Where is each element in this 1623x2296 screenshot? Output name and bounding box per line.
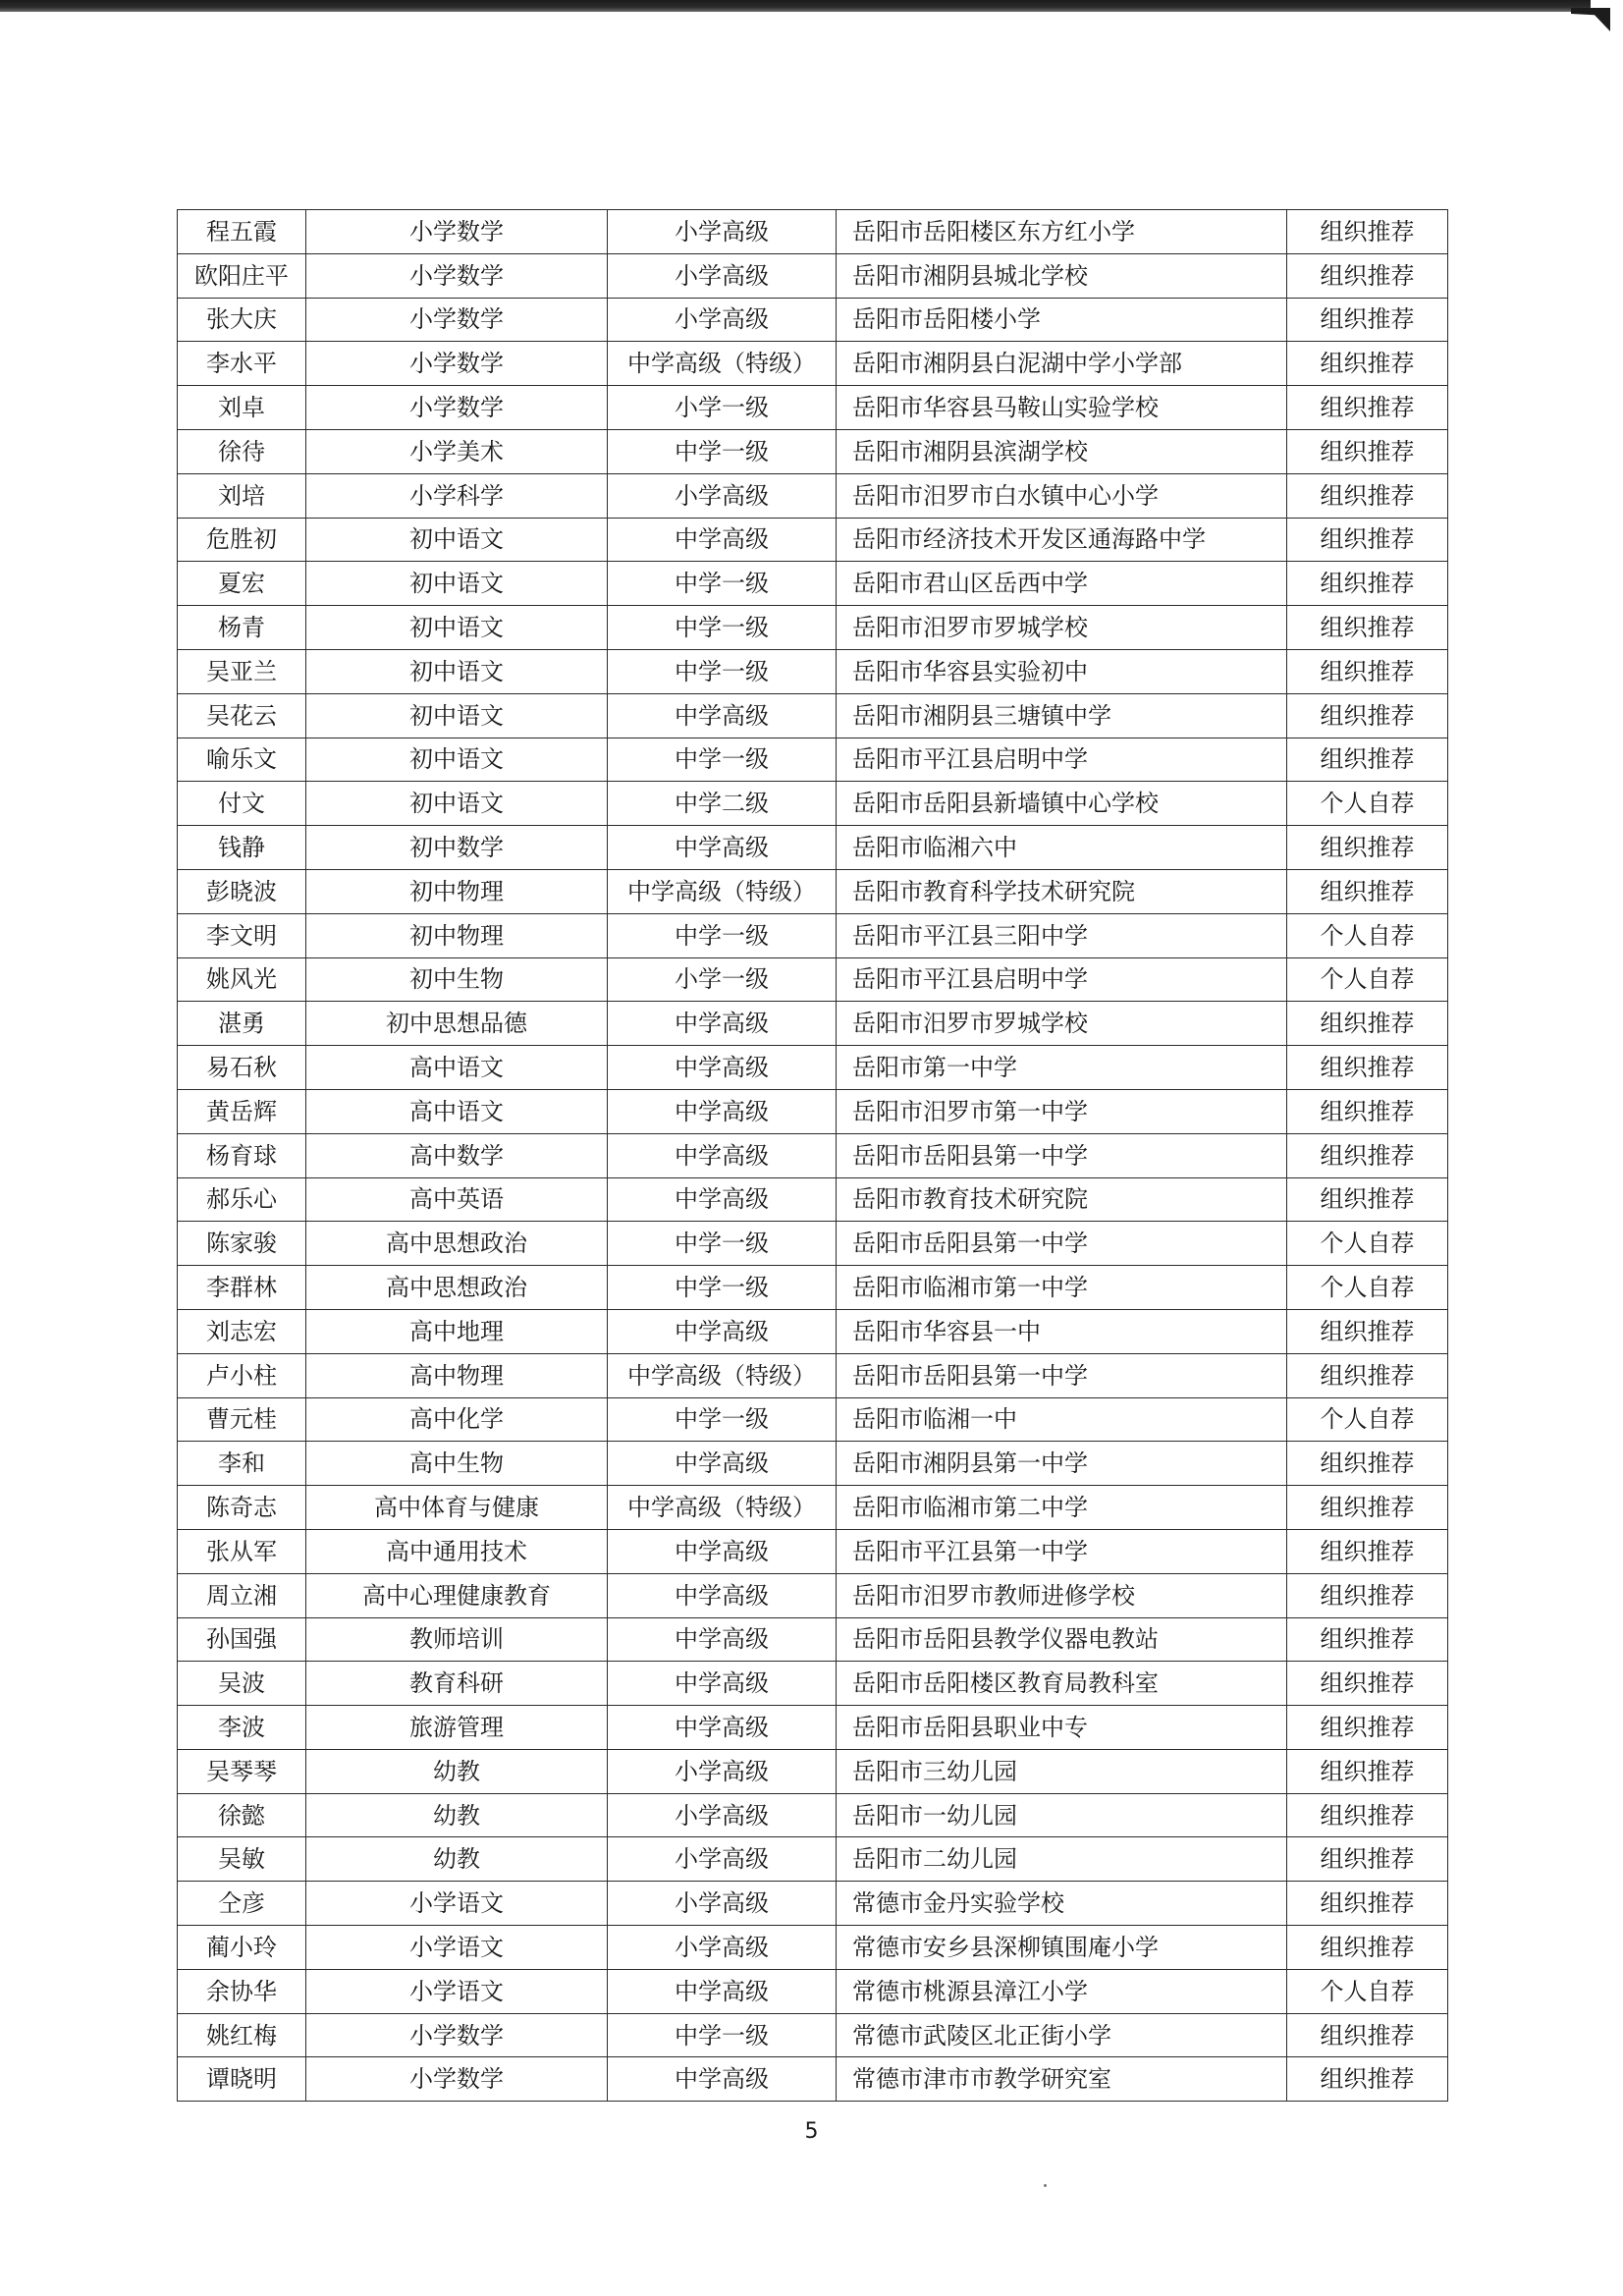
school-cell: 岳阳市汨罗市罗城学校	[837, 606, 1287, 650]
recommendation-cell: 组织推荐	[1287, 1926, 1448, 1970]
school-cell: 岳阳市三幼儿园	[837, 1749, 1287, 1793]
rank-cell: 中学高级	[608, 1706, 837, 1750]
table-row	[178, 826, 1448, 870]
teacher-name-cell: 吴敏	[178, 1837, 306, 1882]
subject-cell: 教育科研	[306, 1662, 608, 1706]
school-cell: 岳阳市汨罗市教师进修学校	[837, 1573, 1287, 1617]
subject-cell: 高中通用技术	[306, 1529, 608, 1573]
subject-cell: 初中生物	[306, 957, 608, 1002]
teacher-name-cell: 付文	[178, 782, 306, 826]
rank-cell: 中学高级	[608, 1662, 837, 1706]
school-cell: 常德市桃源县漳江小学	[837, 1969, 1287, 2013]
teacher-name-cell: 李群林	[178, 1266, 306, 1310]
teacher-name-cell: 余协华	[178, 1969, 306, 2013]
table-row	[178, 606, 1448, 650]
recommendation-cell: 组织推荐	[1287, 826, 1448, 870]
teacher-name-cell: 程五霞	[178, 210, 306, 254]
teacher-name-cell: 张从军	[178, 1529, 306, 1573]
rank-cell: 小学高级	[608, 210, 837, 254]
subject-cell: 小学数学	[306, 298, 608, 342]
school-cell: 岳阳市湘阴县第一中学	[837, 1442, 1287, 1486]
teacher-name-cell: 吴波	[178, 1662, 306, 1706]
subject-cell: 小学数学	[306, 210, 608, 254]
table-row	[178, 913, 1448, 957]
school-cell: 岳阳市岳阳县新墙镇中心学校	[837, 782, 1287, 826]
teacher-name-cell: 喻乐文	[178, 738, 306, 782]
teacher-name-cell: 刘培	[178, 473, 306, 518]
table-row	[178, 2057, 1448, 2102]
recommendation-cell: 组织推荐	[1287, 1442, 1448, 1486]
table-row	[178, 1397, 1448, 1442]
subject-cell: 初中语文	[306, 606, 608, 650]
table-row	[178, 1882, 1448, 1926]
recommendation-cell: 组织推荐	[1287, 1573, 1448, 1617]
subject-cell: 幼教	[306, 1837, 608, 1882]
teacher-name-cell: 李波	[178, 1706, 306, 1750]
recommendation-cell: 个人自荐	[1287, 1397, 1448, 1442]
subject-cell: 小学语文	[306, 1926, 608, 1970]
recommendation-cell: 组织推荐	[1287, 473, 1448, 518]
teacher-name-cell: 吴花云	[178, 693, 306, 738]
rank-cell: 中学一级	[608, 1397, 837, 1442]
table-row	[178, 1089, 1448, 1133]
teacher-name-cell: 钱静	[178, 826, 306, 870]
rank-cell: 中学高级	[608, 1309, 837, 1353]
rank-cell: 中学高级	[608, 1089, 837, 1133]
school-cell: 岳阳市临湘六中	[837, 826, 1287, 870]
roster-table	[177, 209, 1448, 2102]
table-row	[178, 1969, 1448, 2013]
recommendation-cell: 组织推荐	[1287, 1662, 1448, 1706]
teacher-name-cell: 姚风光	[178, 957, 306, 1002]
subject-cell: 旅游管理	[306, 1706, 608, 1750]
scan-edge-tip	[1571, 8, 1610, 31]
recommendation-cell: 组织推荐	[1287, 1177, 1448, 1222]
recommendation-cell: 组织推荐	[1287, 1882, 1448, 1926]
subject-cell: 小学数学	[306, 342, 608, 386]
school-cell: 常德市金丹实验学校	[837, 1882, 1287, 1926]
table-row	[178, 562, 1448, 606]
subject-cell: 小学数学	[306, 386, 608, 430]
teacher-name-cell: 张大庆	[178, 298, 306, 342]
school-cell: 岳阳市临湘市第一中学	[837, 1266, 1287, 1310]
school-cell: 岳阳市汨罗市白水镇中心小学	[837, 473, 1287, 518]
table-row	[178, 1793, 1448, 1837]
table-row	[178, 1837, 1448, 1882]
school-cell: 岳阳市岳阳楼小学	[837, 298, 1287, 342]
subject-cell: 高中体育与健康	[306, 1486, 608, 1530]
recommendation-cell: 组织推荐	[1287, 298, 1448, 342]
table-row	[178, 738, 1448, 782]
subject-cell: 小学语文	[306, 1882, 608, 1926]
school-cell: 岳阳市经济技术开发区通海路中学	[837, 518, 1287, 562]
rank-cell: 中学高级	[608, 1002, 837, 1046]
rank-cell: 小学高级	[608, 1749, 837, 1793]
table-row	[178, 1222, 1448, 1266]
table-row	[178, 1442, 1448, 1486]
teacher-name-cell: 姚红梅	[178, 2013, 306, 2057]
recommendation-cell: 组织推荐	[1287, 386, 1448, 430]
table-row	[178, 429, 1448, 473]
rank-cell: 小学高级	[608, 1882, 837, 1926]
school-cell: 岳阳市汨罗市第一中学	[837, 1089, 1287, 1133]
teacher-name-cell: 谭晓明	[178, 2057, 306, 2102]
school-cell: 岳阳市岳阳县职业中专	[837, 1706, 1287, 1750]
subject-cell: 小学数学	[306, 2057, 608, 2102]
rank-cell: 中学高级（特级）	[608, 1486, 837, 1530]
table-row	[178, 210, 1448, 254]
teacher-name-cell: 刘卓	[178, 386, 306, 430]
recommendation-cell: 组织推荐	[1287, 1706, 1448, 1750]
subject-cell: 高中英语	[306, 1177, 608, 1222]
rank-cell: 中学一级	[608, 913, 837, 957]
recommendation-cell: 组织推荐	[1287, 1089, 1448, 1133]
school-cell: 岳阳市平江县第一中学	[837, 1529, 1287, 1573]
subject-cell: 高中物理	[306, 1353, 608, 1397]
teacher-name-cell: 曹元桂	[178, 1397, 306, 1442]
table-row	[178, 693, 1448, 738]
teacher-name-cell: 欧阳庄平	[178, 253, 306, 298]
table-row	[178, 1266, 1448, 1310]
teacher-name-cell: 李文明	[178, 913, 306, 957]
subject-cell: 初中语文	[306, 738, 608, 782]
rank-cell: 小学高级	[608, 1793, 837, 1837]
recommendation-cell: 个人自荐	[1287, 1222, 1448, 1266]
table-row	[178, 1046, 1448, 1090]
school-cell: 岳阳市平江县三阳中学	[837, 913, 1287, 957]
school-cell: 岳阳市一幼儿园	[837, 1793, 1287, 1837]
rank-cell: 中学高级	[608, 1177, 837, 1222]
teacher-name-cell: 湛勇	[178, 1002, 306, 1046]
recommendation-cell: 组织推荐	[1287, 606, 1448, 650]
table-row	[178, 298, 1448, 342]
table-row	[178, 2013, 1448, 2057]
subject-cell: 小学美术	[306, 429, 608, 473]
school-cell: 岳阳市华容县一中	[837, 1309, 1287, 1353]
subject-cell: 初中语文	[306, 649, 608, 693]
table-row	[178, 386, 1448, 430]
school-cell: 常德市安乡县深柳镇围庵小学	[837, 1926, 1287, 1970]
subject-cell: 小学数学	[306, 2013, 608, 2057]
table-row	[178, 518, 1448, 562]
rank-cell: 中学高级	[608, 1573, 837, 1617]
subject-cell: 初中物理	[306, 869, 608, 913]
rank-cell: 中学高级	[608, 1617, 837, 1662]
teacher-name-cell: 李和	[178, 1442, 306, 1486]
table-row	[178, 1617, 1448, 1662]
rank-cell: 中学高级（特级）	[608, 1353, 837, 1397]
recommendation-cell: 组织推荐	[1287, 1133, 1448, 1177]
school-cell: 岳阳市岳阳楼区东方红小学	[837, 210, 1287, 254]
school-cell: 岳阳市二幼儿园	[837, 1837, 1287, 1882]
recommendation-cell: 组织推荐	[1287, 1002, 1448, 1046]
school-cell: 岳阳市临湘一中	[837, 1397, 1287, 1442]
teacher-name-cell: 陈奇志	[178, 1486, 306, 1530]
rank-cell: 小学高级	[608, 1837, 837, 1882]
school-cell: 岳阳市平江县启明中学	[837, 957, 1287, 1002]
recommendation-cell: 组织推荐	[1287, 1793, 1448, 1837]
teacher-name-cell: 杨青	[178, 606, 306, 650]
teacher-name-cell: 陈家骏	[178, 1222, 306, 1266]
recommendation-cell: 个人自荐	[1287, 1266, 1448, 1310]
rank-cell: 中学高级	[608, 2057, 837, 2102]
teacher-name-cell: 蔺小玲	[178, 1926, 306, 1970]
teacher-name-cell: 黄岳辉	[178, 1089, 306, 1133]
recommendation-cell: 组织推荐	[1287, 649, 1448, 693]
table-row	[178, 1353, 1448, 1397]
school-cell: 常德市武陵区北正街小学	[837, 2013, 1287, 2057]
recommendation-cell: 组织推荐	[1287, 1529, 1448, 1573]
recommendation-cell: 个人自荐	[1287, 913, 1448, 957]
school-cell: 岳阳市岳阳县教学仪器电教站	[837, 1617, 1287, 1662]
rank-cell: 小学一级	[608, 957, 837, 1002]
rank-cell: 小学高级	[608, 1926, 837, 1970]
table-row	[178, 342, 1448, 386]
rank-cell: 中学一级	[608, 2013, 837, 2057]
rank-cell: 中学高级	[608, 1442, 837, 1486]
teacher-name-cell: 杨育球	[178, 1133, 306, 1177]
subject-cell: 初中思想品德	[306, 1002, 608, 1046]
rank-cell: 中学高级	[608, 1969, 837, 2013]
teacher-name-cell: 夏宏	[178, 562, 306, 606]
teacher-name-cell: 危胜初	[178, 518, 306, 562]
school-cell: 岳阳市湘阴县城北学校	[837, 253, 1287, 298]
rank-cell: 中学高级（特级）	[608, 342, 837, 386]
subject-cell: 初中物理	[306, 913, 608, 957]
table-row	[178, 473, 1448, 518]
subject-cell: 教师培训	[306, 1617, 608, 1662]
recommendation-cell: 组织推荐	[1287, 2057, 1448, 2102]
table-row	[178, 1133, 1448, 1177]
teacher-name-cell: 徐懿	[178, 1793, 306, 1837]
rank-cell: 中学一级	[608, 606, 837, 650]
recommendation-cell: 个人自荐	[1287, 1969, 1448, 2013]
school-cell: 岳阳市岳阳县第一中学	[837, 1353, 1287, 1397]
table-row	[178, 782, 1448, 826]
table-row	[178, 1749, 1448, 1793]
teacher-name-cell: 卢小柱	[178, 1353, 306, 1397]
subject-cell: 初中语文	[306, 693, 608, 738]
subject-cell: 高中数学	[306, 1133, 608, 1177]
recommendation-cell: 组织推荐	[1287, 429, 1448, 473]
subject-cell: 初中语文	[306, 518, 608, 562]
subject-cell: 初中数学	[306, 826, 608, 870]
rank-cell: 中学一级	[608, 649, 837, 693]
subject-cell: 高中地理	[306, 1309, 608, 1353]
subject-cell: 小学数学	[306, 253, 608, 298]
rank-cell: 小学高级	[608, 298, 837, 342]
teacher-name-cell: 周立湘	[178, 1573, 306, 1617]
recommendation-cell: 组织推荐	[1287, 869, 1448, 913]
recommendation-cell: 组织推荐	[1287, 2013, 1448, 2057]
school-cell: 岳阳市临湘市第二中学	[837, 1486, 1287, 1530]
teacher-name-cell: 孙国强	[178, 1617, 306, 1662]
recommendation-cell: 个人自荐	[1287, 957, 1448, 1002]
subject-cell: 高中生物	[306, 1442, 608, 1486]
school-cell: 岳阳市汨罗市罗城学校	[837, 1002, 1287, 1046]
rank-cell: 中学一级	[608, 738, 837, 782]
recommendation-cell: 组织推荐	[1287, 1353, 1448, 1397]
table-row	[178, 253, 1448, 298]
rank-cell: 中学一级	[608, 1266, 837, 1310]
subject-cell: 幼教	[306, 1749, 608, 1793]
school-cell: 岳阳市湘阴县滨湖学校	[837, 429, 1287, 473]
school-cell: 岳阳市华容县实验初中	[837, 649, 1287, 693]
recommendation-cell: 组织推荐	[1287, 1837, 1448, 1882]
school-cell: 常德市津市市教学研究室	[837, 2057, 1287, 2102]
roster-body	[178, 210, 1448, 2102]
subject-cell: 小学语文	[306, 1969, 608, 2013]
recommendation-cell: 组织推荐	[1287, 738, 1448, 782]
recommendation-cell: 组织推荐	[1287, 518, 1448, 562]
rank-cell: 中学二级	[608, 782, 837, 826]
table-row	[178, 1926, 1448, 1970]
recommendation-cell: 组织推荐	[1287, 1486, 1448, 1530]
school-cell: 岳阳市湘阴县三塘镇中学	[837, 693, 1287, 738]
recommendation-cell: 组织推荐	[1287, 1617, 1448, 1662]
teacher-name-cell: 吴琴琴	[178, 1749, 306, 1793]
subject-cell: 高中心理健康教育	[306, 1573, 608, 1617]
table-row	[178, 1662, 1448, 1706]
school-cell: 岳阳市华容县马鞍山实验学校	[837, 386, 1287, 430]
table-row	[178, 1309, 1448, 1353]
rank-cell: 小学高级	[608, 253, 837, 298]
table-row	[178, 1573, 1448, 1617]
rank-cell: 中学高级	[608, 693, 837, 738]
teacher-name-cell: 吴亚兰	[178, 649, 306, 693]
subject-cell: 初中语文	[306, 562, 608, 606]
recommendation-cell: 组织推荐	[1287, 253, 1448, 298]
teacher-name-cell: 郝乐心	[178, 1177, 306, 1222]
school-cell: 岳阳市岳阳县第一中学	[837, 1222, 1287, 1266]
table-row	[178, 649, 1448, 693]
teacher-name-cell: 易石秋	[178, 1046, 306, 1090]
recommendation-cell: 组织推荐	[1287, 210, 1448, 254]
table-row	[178, 1706, 1448, 1750]
subject-cell: 小学科学	[306, 473, 608, 518]
table-row	[178, 1177, 1448, 1222]
rank-cell: 中学高级	[608, 826, 837, 870]
rank-cell: 小学一级	[608, 386, 837, 430]
recommendation-cell: 个人自荐	[1287, 782, 1448, 826]
school-cell: 岳阳市岳阳楼区教育局教科室	[837, 1662, 1287, 1706]
rank-cell: 中学一级	[608, 562, 837, 606]
rank-cell: 中学高级	[608, 1529, 837, 1573]
school-cell: 岳阳市教育技术研究院	[837, 1177, 1287, 1222]
recommendation-cell: 组织推荐	[1287, 1046, 1448, 1090]
school-cell: 岳阳市教育科学技术研究院	[837, 869, 1287, 913]
school-cell: 岳阳市湘阴县白泥湖中学小学部	[837, 342, 1287, 386]
rank-cell: 中学高级	[608, 518, 837, 562]
subject-cell: 高中语文	[306, 1089, 608, 1133]
recommendation-cell: 组织推荐	[1287, 693, 1448, 738]
rank-cell: 中学高级	[608, 1046, 837, 1090]
recommendation-cell: 组织推荐	[1287, 1309, 1448, 1353]
subject-cell: 初中语文	[306, 782, 608, 826]
recommendation-cell: 组织推荐	[1287, 342, 1448, 386]
teacher-name-cell: 徐待	[178, 429, 306, 473]
scan-edge-bar	[0, 0, 1591, 12]
table-row	[178, 1002, 1448, 1046]
scan-speck	[1044, 2184, 1047, 2187]
table-row	[178, 1529, 1448, 1573]
rank-cell: 中学高级（特级）	[608, 869, 837, 913]
recommendation-cell: 组织推荐	[1287, 562, 1448, 606]
school-cell: 岳阳市君山区岳西中学	[837, 562, 1287, 606]
recommendation-cell: 组织推荐	[1287, 1749, 1448, 1793]
subject-cell: 高中语文	[306, 1046, 608, 1090]
school-cell: 岳阳市平江县启明中学	[837, 738, 1287, 782]
rank-cell: 中学一级	[608, 429, 837, 473]
table-row	[178, 869, 1448, 913]
table-row	[178, 957, 1448, 1002]
rank-cell: 小学高级	[608, 473, 837, 518]
teacher-name-cell: 彭晓波	[178, 869, 306, 913]
teacher-name-cell: 李水平	[178, 342, 306, 386]
school-cell: 岳阳市第一中学	[837, 1046, 1287, 1090]
page-number: 5	[804, 2119, 819, 2144]
teacher-name-cell: 刘志宏	[178, 1309, 306, 1353]
teacher-name-cell: 仝彦	[178, 1882, 306, 1926]
rank-cell: 中学一级	[608, 1222, 837, 1266]
school-cell: 岳阳市岳阳县第一中学	[837, 1133, 1287, 1177]
rank-cell: 中学高级	[608, 1133, 837, 1177]
subject-cell: 高中化学	[306, 1397, 608, 1442]
subject-cell: 高中思想政治	[306, 1266, 608, 1310]
subject-cell: 幼教	[306, 1793, 608, 1837]
table-row	[178, 1486, 1448, 1530]
subject-cell: 高中思想政治	[306, 1222, 608, 1266]
